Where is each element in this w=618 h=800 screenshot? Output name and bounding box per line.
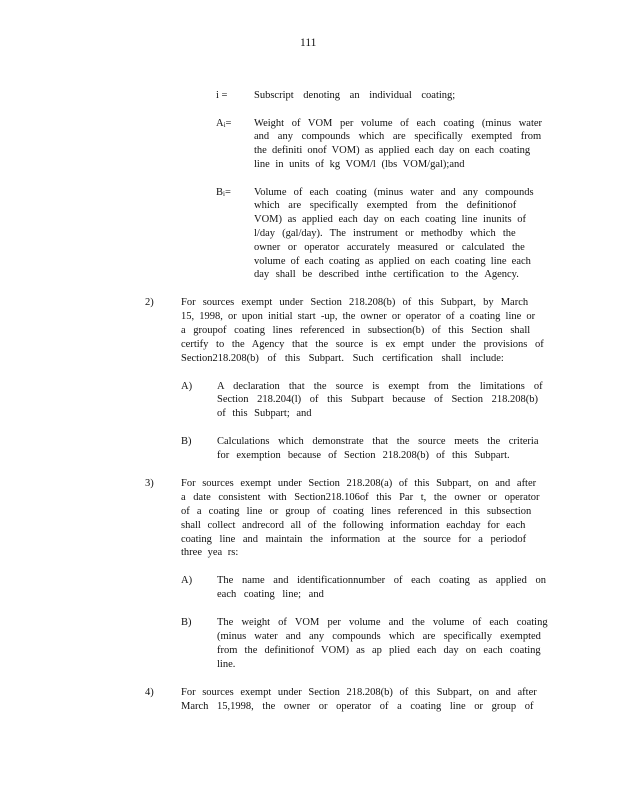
definition-a-line: and any compounds which are specifically exempted from <box>254 131 542 142</box>
subitem-2a-line: of this Subpart; and <box>217 408 312 419</box>
paragraph-3-line: coating line and maintain the information at the source for a periodof <box>181 534 527 545</box>
definition-a-line: Weight of VOM per volume of each coating (minus water <box>254 118 543 129</box>
definition-b-line: which are specifically exempted from the definitionof <box>254 200 517 211</box>
page-number: 111 <box>300 37 317 49</box>
definition-a-line: line in units of kg VOM/l (lbs VOM/gal);and <box>254 159 465 170</box>
definition-b-line: VOM) as applied each day on each coating line inunits of <box>254 214 527 225</box>
paragraph-label-3: 3) <box>145 478 154 489</box>
paragraph-2-line: Section218.208(b) of this Subpart. Such certification shall include: <box>181 353 504 364</box>
definition-a-line: the definiti onof VOM) as applied each day on each coating <box>254 145 531 156</box>
subitem-3b-line: from the definitionof VOM) as ap plied each day on each coating <box>217 645 541 656</box>
paragraph-label-4: 4) <box>145 687 154 698</box>
definition-symbol-b: $B_i=$ <box>216 187 231 198</box>
subitem-label-3a: A) <box>181 575 193 586</box>
definition-b-line: l/day (gal/day). The instrument or methodby which the <box>254 228 516 239</box>
paragraph-2-line: a groupof coating lines referenced in subsection(b) of this Section shall <box>181 325 531 336</box>
definition-i-line: Subscript denoting an individual coating; <box>254 90 456 101</box>
paragraph-2-line: For sources exempt under Section 218.208(b) of this Subpart, by March <box>181 297 529 308</box>
paragraph-4-line: March 15,1998, the owner or operator of a coating line or group of <box>181 701 534 712</box>
subitem-label-2b: B) <box>181 436 192 447</box>
subitem-2b-line: Calculations which demonstrate that the source meets the criteria <box>217 436 539 447</box>
subitem-3a-line: The name and identificationnumber of each coating as applied on <box>217 575 546 586</box>
paragraph-3-line: For sources exempt under Section 218.208(a) of this Subpart, on and after <box>181 478 537 489</box>
paragraph-2-line: certify to the Agency that the source is ex empt under the provisions of <box>181 339 544 350</box>
subitem-3a-line: each coating line; and <box>217 589 324 600</box>
paragraph-3-line: a date consistent with Section218.106of this Par t, the owner or operator <box>181 492 540 503</box>
subitem-3b-line: line. <box>217 659 236 670</box>
paragraph-label-2: 2) <box>145 297 154 308</box>
definition-b-line: Volume of each coating (minus water and any compounds <box>254 187 534 198</box>
subitem-label-2a: A) <box>181 381 193 392</box>
subitem-3b-line: (minus water and any compounds which are specifically exempted <box>217 631 541 642</box>
definition-symbol-i: i = <box>216 90 228 101</box>
paragraph-2-line: 15, 1998, or upon initial start -up, the owner or operator of a coating line or <box>181 311 536 322</box>
subitem-label-3b: B) <box>181 617 192 628</box>
definition-symbol-a: $A_i=$ <box>216 118 232 129</box>
definition-b-line: owner or operator accurately measured or calculated the <box>254 242 525 253</box>
definition-b-line: day shall be described inthe certification to the Agency. <box>254 269 519 280</box>
paragraph-4-line: For sources exempt under Section 218.208(b) of this Subpart, on and after <box>181 687 537 698</box>
subitem-3b-line: The weight of VOM per volume and the volume of each coating <box>217 617 548 628</box>
subitem-2a-line: Section 218.204(l) of this Subpart because of Section 218.208(b) <box>217 394 538 405</box>
paragraph-3-line: three yea rs: <box>181 547 239 558</box>
subitem-2a-line: A declaration that the source is exempt from the limitations of <box>217 381 543 392</box>
paragraph-3-line: shall collect andrecord all of the following information eachday for each <box>181 520 526 531</box>
definition-b-line: volume of each coating as applied on each coating line each <box>254 256 531 267</box>
paragraph-3-line: of a coating line or group of coating lines referenced in this subsection <box>181 506 532 517</box>
subitem-2b-line: for exemption because of Section 218.208(b) of this Subpart. <box>217 450 510 461</box>
